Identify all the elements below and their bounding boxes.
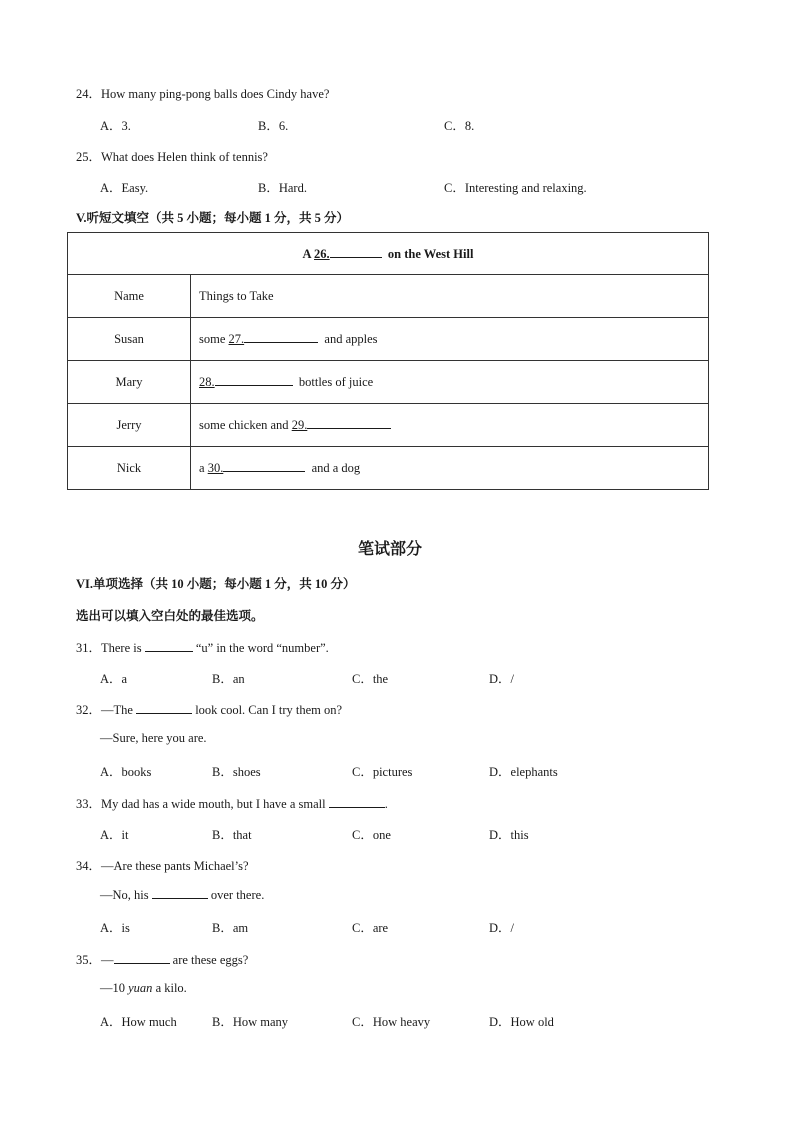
col-header-things: Things to Take <box>191 275 709 318</box>
q35-reply <box>100 981 187 996</box>
q35-option-c: C．How heavy <box>352 1015 431 1029</box>
q35-option-d: D．How old <box>489 1015 554 1029</box>
q31-blank <box>145 640 193 652</box>
q34-blank <box>152 887 208 899</box>
row-name: Jerry <box>68 404 191 447</box>
q35-option-b: B．How many <box>212 1015 289 1029</box>
q34-reply-post: over there. <box>207 888 265 902</box>
blank-28 <box>215 374 293 386</box>
blank-26-number: 26. <box>314 246 330 261</box>
section-5-title: V.听短文填空（共 5 小题；每小题 1 分，共 5 分） <box>76 211 350 225</box>
row-post: bottles of juice <box>298 375 374 389</box>
q32-option-d: D．elephants <box>489 765 558 779</box>
q32-option-a: A．books <box>100 765 152 779</box>
q25-option-c: C．Interesting and relaxing. <box>444 181 587 195</box>
row-name: Nick <box>68 447 191 490</box>
q35-reply-pre: —10 <box>100 981 129 995</box>
q34-option-b: B．am <box>212 921 249 935</box>
blank-29 <box>307 417 391 429</box>
q34-reply <box>100 887 264 903</box>
question-25-stem: 25．What does Helen think of tennis? <box>76 150 268 164</box>
q32-reply: —Sure, here you are. <box>100 731 207 745</box>
row-things <box>191 318 709 361</box>
q33-option-a: A．it <box>100 828 129 842</box>
q34-option-a: A．is <box>100 921 130 935</box>
q33-option-b: B．that <box>212 828 252 842</box>
row-name: Mary <box>68 361 191 404</box>
row-pre: some chicken and <box>199 418 292 432</box>
q33-blank <box>329 796 385 808</box>
q33-option-c: C．one <box>352 828 391 842</box>
row-pre: some <box>199 332 229 346</box>
q35-post: are these eggs? <box>169 953 249 967</box>
blank-27 <box>244 331 318 343</box>
question-34-stem: 34．—Are these pants Michael’s? <box>76 859 249 873</box>
blank-30-number: 30. <box>207 461 224 475</box>
q31-option-d: D．/ <box>489 672 515 686</box>
q24-option-a: A．3. <box>100 119 131 133</box>
table-row <box>68 447 709 490</box>
q33-pre: 33．My dad has a wide mouth, but I have a small <box>76 797 329 811</box>
q32-option-c: C．pictures <box>352 765 413 779</box>
blank-28-number: 28. <box>199 375 215 389</box>
table-row <box>68 361 709 404</box>
question-32-stem <box>76 700 342 718</box>
title-suffix: on the West Hill <box>387 246 474 261</box>
q35-option-a: A．How much <box>100 1015 177 1029</box>
blank-29-number: 29. <box>291 418 308 432</box>
row-pre: a <box>199 461 208 475</box>
q31-pre: 31．There is <box>76 641 145 655</box>
q35-blank <box>114 952 170 964</box>
blank-30 <box>223 460 305 472</box>
q31-option-a: A．a <box>100 672 128 686</box>
row-post: and a dog <box>311 461 361 475</box>
q35-reply-post: a kilo. <box>152 981 187 995</box>
q32-option-b: B．shoes <box>212 765 261 779</box>
q34-reply-pre: —No, his <box>100 888 152 902</box>
table-title-row <box>68 233 709 275</box>
table-row <box>68 404 709 447</box>
blank-26 <box>330 246 382 258</box>
q33-option-d: D．this <box>489 828 529 842</box>
question-33-stem <box>76 794 388 812</box>
q31-post: “u” in the word “number”. <box>192 641 329 655</box>
q33-post: . <box>384 797 388 811</box>
q25-option-a: A．Easy. <box>100 181 149 195</box>
table-title <box>68 233 709 275</box>
q32-pre: 32．—The <box>76 703 137 717</box>
table-header-row <box>68 275 709 318</box>
q25-option-b: B．Hard. <box>258 181 307 195</box>
row-things <box>191 361 709 404</box>
q32-blank <box>136 702 192 714</box>
question-31-stem <box>76 638 329 656</box>
q32-post: look cool. Can I try them on? <box>192 703 343 717</box>
q34-option-c: C．are <box>352 921 389 935</box>
title-prefix: A <box>302 246 315 261</box>
q24-option-c: C．8. <box>444 119 475 133</box>
table-row <box>68 318 709 361</box>
row-post: and apples <box>324 332 378 346</box>
section-6-title: VI.单项选择（共 10 小题；每小题 1 分，共 10 分） <box>76 577 356 591</box>
section-6-instruction: 选出可以填入空白处的最佳选项。 <box>76 609 264 623</box>
question-35-stem <box>76 950 248 968</box>
row-things <box>191 447 709 490</box>
written-part-title: 笔试部分 <box>358 539 423 558</box>
blank-27-number: 27. <box>228 332 245 346</box>
col-header-name: Name <box>68 275 191 318</box>
row-things <box>191 404 709 447</box>
q31-option-b: B．an <box>212 672 245 686</box>
question-24-stem: 24．How many ping-pong balls does Cindy have? <box>76 87 330 101</box>
q35-reply-italic: yuan <box>128 981 153 995</box>
listening-table <box>67 232 709 490</box>
q35-pre: 35．— <box>76 953 114 967</box>
row-name: Susan <box>68 318 191 361</box>
q24-option-b: B．6. <box>258 119 289 133</box>
q34-option-d: D．/ <box>489 921 515 935</box>
q31-option-c: C．the <box>352 672 389 686</box>
